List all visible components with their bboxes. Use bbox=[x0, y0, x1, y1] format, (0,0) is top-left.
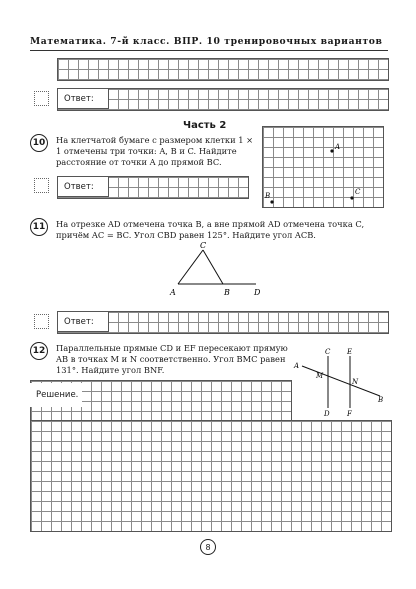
page-header: Математика. 7-й класс. ВПР. 10 тренировочных вариантов bbox=[30, 36, 383, 47]
task11-figure bbox=[168, 240, 268, 300]
task-text-12: Параллельные прямые CD и EF пересекают прямую AB в точках M и N соответственно. Угол BMC равен 131°. Найдите угол BNF. bbox=[56, 343, 288, 375]
label-d: D bbox=[254, 288, 261, 297]
label-a: A bbox=[170, 288, 176, 297]
answer-label: Ответ: bbox=[64, 316, 94, 327]
solution-grid-lower[interactable] bbox=[30, 420, 392, 532]
point-b bbox=[270, 200, 273, 203]
answer-field-9[interactable] bbox=[57, 88, 109, 109]
task-number-10: 10 bbox=[30, 134, 48, 152]
header-rule bbox=[30, 50, 388, 51]
point-c-label: C bbox=[355, 188, 361, 196]
task12-figure bbox=[292, 346, 388, 418]
task-text-11: На отрезке AD отмечена точка B, а вне прямой AD отмечена точка C, причём AC = BC. Угол CBD равен 125°. Найдите угол ACB. bbox=[56, 219, 365, 240]
score-box-11[interactable] bbox=[34, 314, 49, 329]
label-c: C bbox=[200, 241, 207, 250]
solution-label: Решение. bbox=[36, 390, 79, 400]
point-a-label: A bbox=[335, 143, 341, 151]
page-number: 8 bbox=[200, 539, 216, 555]
label-m: M bbox=[316, 372, 324, 380]
label-n: N bbox=[352, 378, 359, 386]
answer-field-10[interactable] bbox=[57, 176, 109, 197]
answer-field-11[interactable] bbox=[57, 311, 109, 332]
label-d: D bbox=[324, 410, 330, 418]
label-b: B bbox=[224, 288, 230, 297]
score-box-9[interactable] bbox=[34, 91, 49, 106]
label-f: F bbox=[347, 410, 352, 418]
part-title: Часть 2 bbox=[183, 120, 227, 131]
task-text-10: На клетчатой бумаге с размером клетки 1 × 1 отмечены три точки: A, B и C. Найдите расстояние от точки A до прямой BC. bbox=[56, 135, 254, 167]
point-b-label: B bbox=[265, 192, 271, 200]
score-box-10[interactable] bbox=[34, 178, 49, 193]
point-a bbox=[330, 149, 333, 152]
point-c bbox=[350, 196, 353, 199]
label-e: E bbox=[347, 348, 353, 356]
task10-points bbox=[262, 126, 382, 206]
label-a: A bbox=[294, 362, 300, 370]
task-number-12: 12 bbox=[30, 342, 48, 360]
label-b: B bbox=[378, 396, 384, 404]
answer-grid-top bbox=[57, 58, 389, 81]
label-c: C bbox=[325, 348, 331, 356]
task-number-11: 11 bbox=[30, 218, 48, 236]
answer-label: Ответ: bbox=[64, 93, 94, 104]
answer-label: Ответ: bbox=[64, 181, 94, 192]
solution-label-box bbox=[30, 383, 82, 407]
